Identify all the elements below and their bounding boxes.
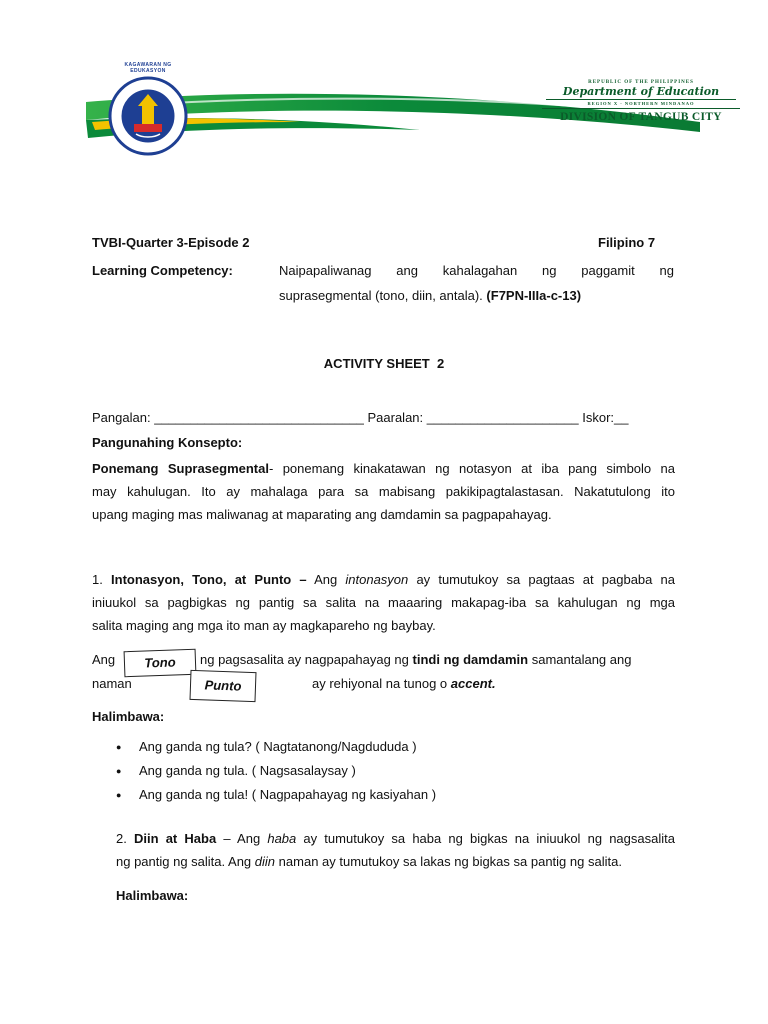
region-text: REGION X - NORTHERN MINDANAO (587, 101, 695, 106)
list-item: ● Ang ganda ng tula. ( Nagsasalaysay ) (116, 759, 436, 783)
section-2-heading: Diin at Haba (134, 831, 217, 846)
score-label: Iskor: (582, 410, 615, 425)
score-field[interactable]: __ (614, 410, 629, 425)
activity-title: ACTIVITY SHEET 2 (323, 356, 445, 371)
deped-seal-icon (108, 76, 188, 156)
section-2-line-1: 2. Diin at Haba – Ang haba ay tumutukoy sa haba ng bigkas na iniuukol ng nagsasalita (116, 831, 675, 846)
section-1-line-2: iniuukol sa pagbigkas ng pantig sa salita na maaaring makapag-iba sa kahulugan ng mga (92, 595, 675, 610)
section-1-line-1: 1. Intonasyon, Tono, at Punto – Ang intonasyon ay tumutukoy sa pagtaas at pagbaba na (92, 572, 676, 587)
name-label: Pangalan: (92, 410, 151, 425)
name-field[interactable]: _____________________________ (154, 410, 364, 425)
department-name: Department of Education (546, 85, 736, 100)
concept-line-3: upang maging mas maliwanag at maparating ang damdamin sa pagpapahayag. (92, 507, 552, 522)
section-1-paragraph (92, 568, 675, 637)
section-1-line-3: salita maging ang mga ito man ay magkapareho ng baybay. (92, 618, 436, 633)
competency-text: suprasegmental (tono, diin, antala). (279, 288, 483, 303)
subject-label: Filipino 7 (598, 235, 656, 250)
competency-code: (F7PN-IIIa-c-13) (486, 288, 582, 303)
section-2-paragraph (116, 827, 675, 873)
concept-paragraph (92, 457, 675, 526)
naman-word: naman (92, 676, 132, 691)
intonasyon-term: intonasyon (345, 572, 409, 587)
competency-line-1: Naipapaliwanag ang kahalagahan ng paggamit ng (279, 263, 674, 278)
division-name: DIVISION OF TANGUB CITY (542, 108, 740, 123)
section-1-heading: Intonasyon, Tono, at Punto – (111, 572, 307, 587)
competency-label: Learning Competency: (92, 263, 233, 278)
section-2-line-2: ng pantig ng salita. Ang diin naman ay tumutukoy sa lakas ng bigkas sa pantig ng salita. (116, 854, 622, 869)
school-label: Paaralan: (367, 410, 424, 425)
accent-term: accent. (450, 676, 496, 691)
concept-line-1-rest: - ponemang kinakatawan ng notasyon at iba pang simbolo na (268, 461, 675, 476)
tono-box: Tono (124, 649, 197, 677)
concept-line-2: may kahulugan. Ito ay mahalaga para sa mabisang pakikipagtalastasan. Nakatutulong ito (92, 484, 675, 499)
competency-line-2 (279, 284, 581, 307)
list-item: ● Ang ganda ng tula? ( Nagtatanong/Nagdududa ) (116, 735, 436, 759)
diin-term: diin (254, 854, 276, 869)
list-item: ● Ang ganda ng tula! ( Nagpapahayag ng kasiyahan ) (116, 783, 436, 807)
student-info-line (92, 406, 629, 429)
haba-term: haba (267, 831, 297, 846)
punto-box: Punto (189, 670, 256, 702)
republic-text: REPUBLIC OF THE PHILIPPINES (588, 80, 694, 85)
ang-word: Ang (92, 652, 116, 667)
school-field[interactable]: _____________________ (426, 410, 579, 425)
concept-line-1 (92, 457, 675, 480)
section-1-examples-list (116, 735, 436, 807)
seal-text: KAGAWARAN NG EDUKASYON (124, 62, 172, 74)
section-1-line-5: ay rehiyonal na tunog o accent. (312, 676, 496, 691)
section-1-line-4: ng pagsasalita ay nagpapahayag ng tindi ng damdamin samantalang ang (200, 652, 632, 667)
concept-term: Ponemang Suprasegmental (92, 461, 269, 476)
episode-label: TVBI-Quarter 3-Episode 2 (92, 235, 250, 250)
section-2-examples-heading: Halimbawa: (116, 888, 189, 903)
concept-heading: Pangunahing Konsepto: (92, 435, 243, 450)
letterhead-banner (0, 60, 768, 175)
section-1-examples-heading: Halimbawa: (92, 709, 165, 724)
tindi-ng-damdamin: tindi ng damdamin (412, 652, 529, 667)
deped-letterhead-text (536, 80, 746, 123)
